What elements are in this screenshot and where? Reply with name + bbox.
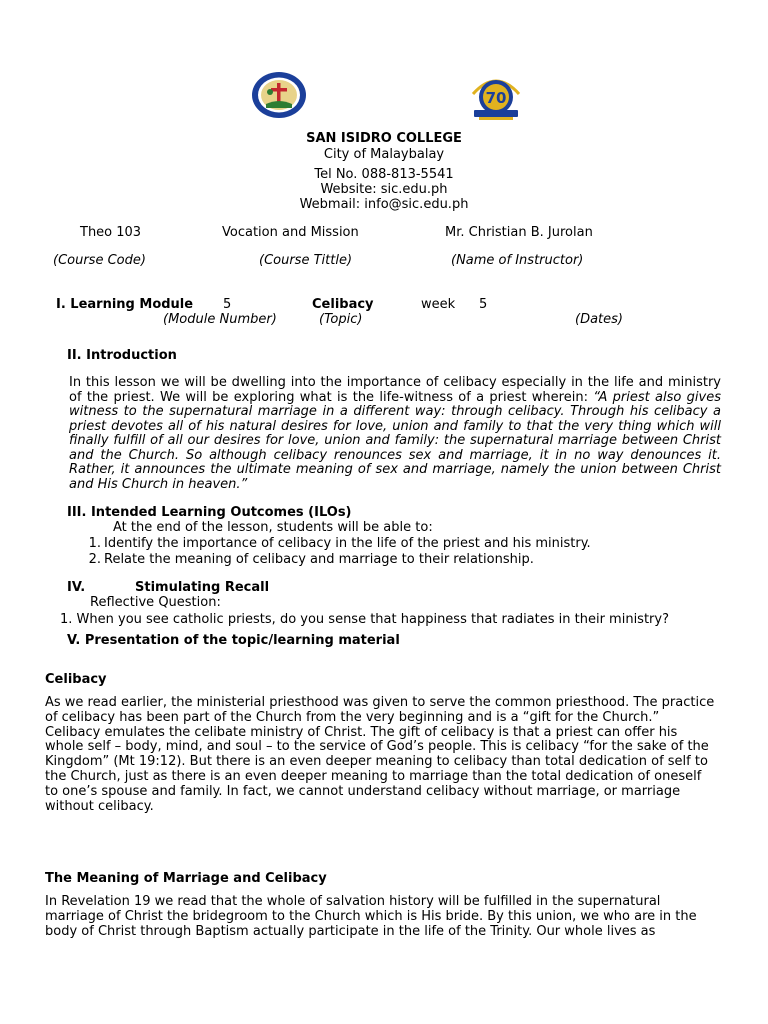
introduction-heading: II. Introduction [67, 348, 177, 363]
introduction-paragraph [69, 376, 721, 492]
recall-heading: Stimulating Recall [135, 580, 270, 595]
course-code-caption: (Course Code) [53, 253, 146, 268]
module-topic-caption: (Topic) [319, 312, 363, 327]
recall-heading-number: IV. [67, 580, 86, 595]
introduction-quote: “A priest also gives witness to the supernatural marriage in a different way: through celibacy. Through his celibacy a priest devotes all of his natural desires for love, union and family to that the very thing which will finally fulfill of all our desires for love, union and family: the supernatural marriage between Christ and the Church. So although celibacy renounces sex and marriage, it in no way denounces it. Rather, it announces the ultimate meaning of sex and marriage, namely the union between Christ and His Church in heaven.” [69, 389, 721, 492]
week-value: 5 [479, 297, 488, 312]
ilo-intro: At the end of the lesson, students will be able to: [113, 520, 433, 535]
course-title-caption: (Course Tittle) [259, 253, 353, 268]
introduction-text: In this lesson we will be dwelling into the importance of celibacy especially in the life and ministry of the priest. We will be exploring what is the life-witness of a priest wherein: [69, 375, 721, 405]
presentation-heading: V. Presentation of the topic/learning material [67, 633, 400, 648]
school-website: Website: sic.edu.ph [320, 182, 448, 197]
module-dates-caption: (Dates) [575, 312, 623, 327]
course-title: Vocation and Mission [222, 225, 359, 240]
anniversary-70-logo [465, 72, 527, 122]
learning-module-heading: I. Learning Module [56, 297, 194, 312]
ilo-item: 2. Relate the meaning of celibacy and marriage to their relationship. [88, 551, 534, 567]
celibacy-paragraph: As we read earlier, the ministerial priesthood was given to serve the common priesthood. The practice of celibacy has been part of the Church from the very beginning and is a “gift for the Church.” Celibacy emulates the celibate ministry of Christ. The gift of celibacy is that a priest can offer his whole self – body, mind, and soul – to the service of God’s people. This is celibacy “for the sake of the Kingdom” (Mt 19:12). But there is an even deeper meaning to celibacy than total dedication of self to the Church, just as there is an even deeper meaning to marriage than the total dedication of oneself to one’s spouse and family. In fact, we cannot understand celibacy without marriage, or marriage without celibacy. [45, 695, 715, 814]
module-topic: Celibacy [312, 297, 374, 312]
instructor-name: Mr. Christian B. Jurolan [445, 225, 593, 240]
meaning-heading: The Meaning of Marriage and Celibacy [45, 871, 327, 886]
instructor-caption: (Name of Instructor) [451, 253, 584, 268]
ilo-list [85, 536, 725, 567]
ilo-heading: III. Intended Learning Outcomes (ILOs) [67, 505, 352, 520]
college-seal-logo [250, 70, 308, 120]
module-number: 5 [223, 297, 232, 312]
ilo-item: 1. Identify the importance of celibacy in the life of the priest and his ministry. [88, 536, 591, 551]
svg-text:70: 70 [485, 89, 507, 107]
reflective-question: 1. When you see catholic priests, do you sense that happiness that radiates in their ministry? [60, 612, 669, 627]
school-name: SAN ISIDRO COLLEGE [306, 131, 462, 146]
celibacy-heading: Celibacy [45, 672, 107, 687]
school-city: City of Malaybalay [323, 147, 445, 162]
school-telephone: Tel No. 088-813-5541 [314, 167, 454, 182]
school-webmail: Webmail: info@sic.edu.ph [299, 197, 469, 212]
week-label: week [421, 297, 456, 312]
module-number-caption: (Module Number) [163, 312, 277, 327]
course-code: Theo 103 [80, 225, 142, 240]
reflective-question-label: Reflective Question: [90, 595, 221, 610]
meaning-paragraph: In Revelation 19 we read that the whole of salvation history will be fulfilled in the supernatural marriage of Christ the bridegroom to the Church which is His bride. By this union, we who are in the body of Christ through Baptism actually participate in the life of the Trinity. Our whole lives as [45, 894, 697, 939]
